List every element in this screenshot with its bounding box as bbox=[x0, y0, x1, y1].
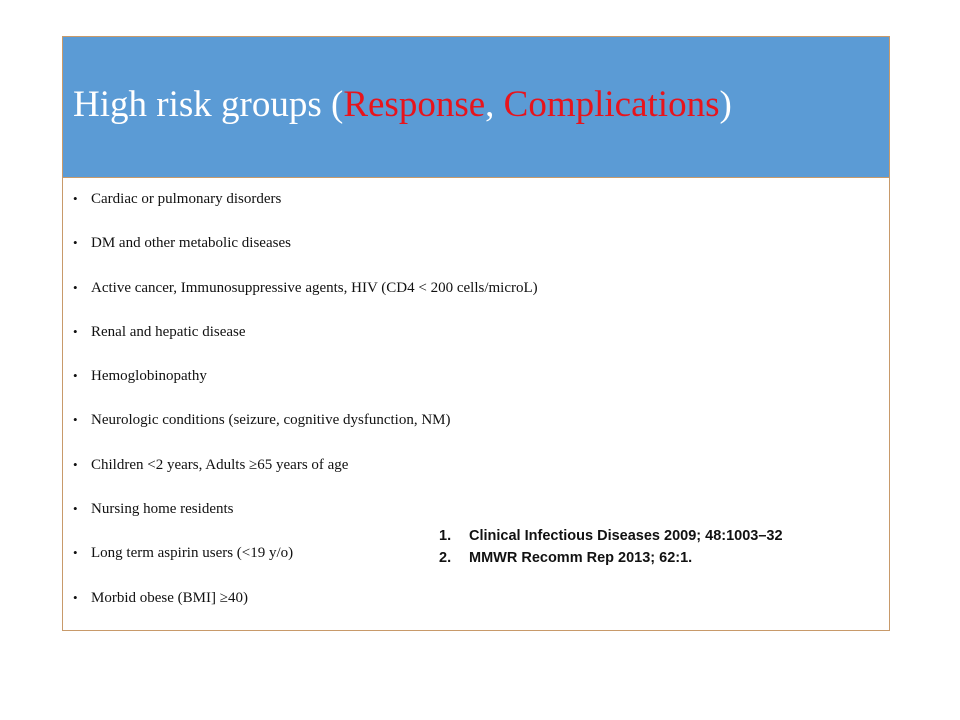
list-item-text: Children <2 years, Adults ≥65 years of age bbox=[91, 456, 349, 473]
list-item bbox=[73, 233, 538, 277]
list-item bbox=[73, 278, 538, 322]
reference-number: 2. bbox=[439, 550, 452, 566]
list-item-text: Neurologic conditions (seizure, cognitive dysfunction, NM) bbox=[91, 412, 451, 429]
title-main: High risk groups bbox=[73, 84, 322, 125]
reference-number: 1. bbox=[439, 528, 452, 544]
slide-title bbox=[73, 83, 732, 127]
list-item-text: Hemoglobinopathy bbox=[91, 368, 207, 385]
list-item-text: Morbid obese (BMI] ≥40) bbox=[91, 589, 248, 606]
list-item bbox=[73, 322, 538, 366]
list-item-text: Long term aspirin users (<19 y/o) bbox=[91, 545, 294, 562]
list-item bbox=[73, 366, 538, 410]
list-item bbox=[73, 455, 538, 499]
title-close-paren: ) bbox=[719, 84, 732, 125]
bullet-icon: • bbox=[73, 235, 78, 251]
reference-text: MMWR Recomm Rep 2013; 62:1. bbox=[469, 550, 693, 566]
bullet-icon: • bbox=[73, 545, 78, 561]
bullet-icon: • bbox=[73, 368, 78, 384]
title-complications: Complications bbox=[503, 84, 720, 125]
bullet-icon: • bbox=[73, 412, 78, 428]
slide-content-box bbox=[62, 36, 890, 631]
list-item bbox=[73, 189, 538, 233]
bullet-icon: • bbox=[73, 456, 78, 472]
list-item-text: Renal and hepatic disease bbox=[91, 323, 246, 340]
bullet-icon: • bbox=[73, 501, 78, 517]
bullet-icon: • bbox=[73, 589, 78, 605]
list-item bbox=[73, 588, 538, 632]
list-item-text: Nursing home residents bbox=[91, 501, 234, 518]
bullet-icon: • bbox=[73, 323, 78, 339]
title-banner bbox=[63, 37, 889, 178]
list-item-text: Cardiac or pulmonary disorders bbox=[91, 191, 282, 207]
bullet-icon: • bbox=[73, 279, 78, 295]
list-item-text: Active cancer, Immunosuppressive agents, HIV (CD4 < 200 cells/microL) bbox=[91, 279, 538, 296]
reference-list bbox=[439, 525, 783, 569]
list-item bbox=[73, 410, 538, 454]
title-open-paren: ( bbox=[330, 84, 344, 125]
reference-text: Clinical Infectious Diseases 2009; 48:1003–32 bbox=[469, 528, 783, 544]
reference-item bbox=[439, 525, 783, 547]
list-item-text: DM and other metabolic diseases bbox=[91, 235, 291, 252]
title-comma: , bbox=[485, 84, 495, 125]
bullet-icon: • bbox=[73, 191, 78, 206]
reference-item bbox=[439, 547, 783, 569]
title-response: Response bbox=[343, 84, 486, 125]
